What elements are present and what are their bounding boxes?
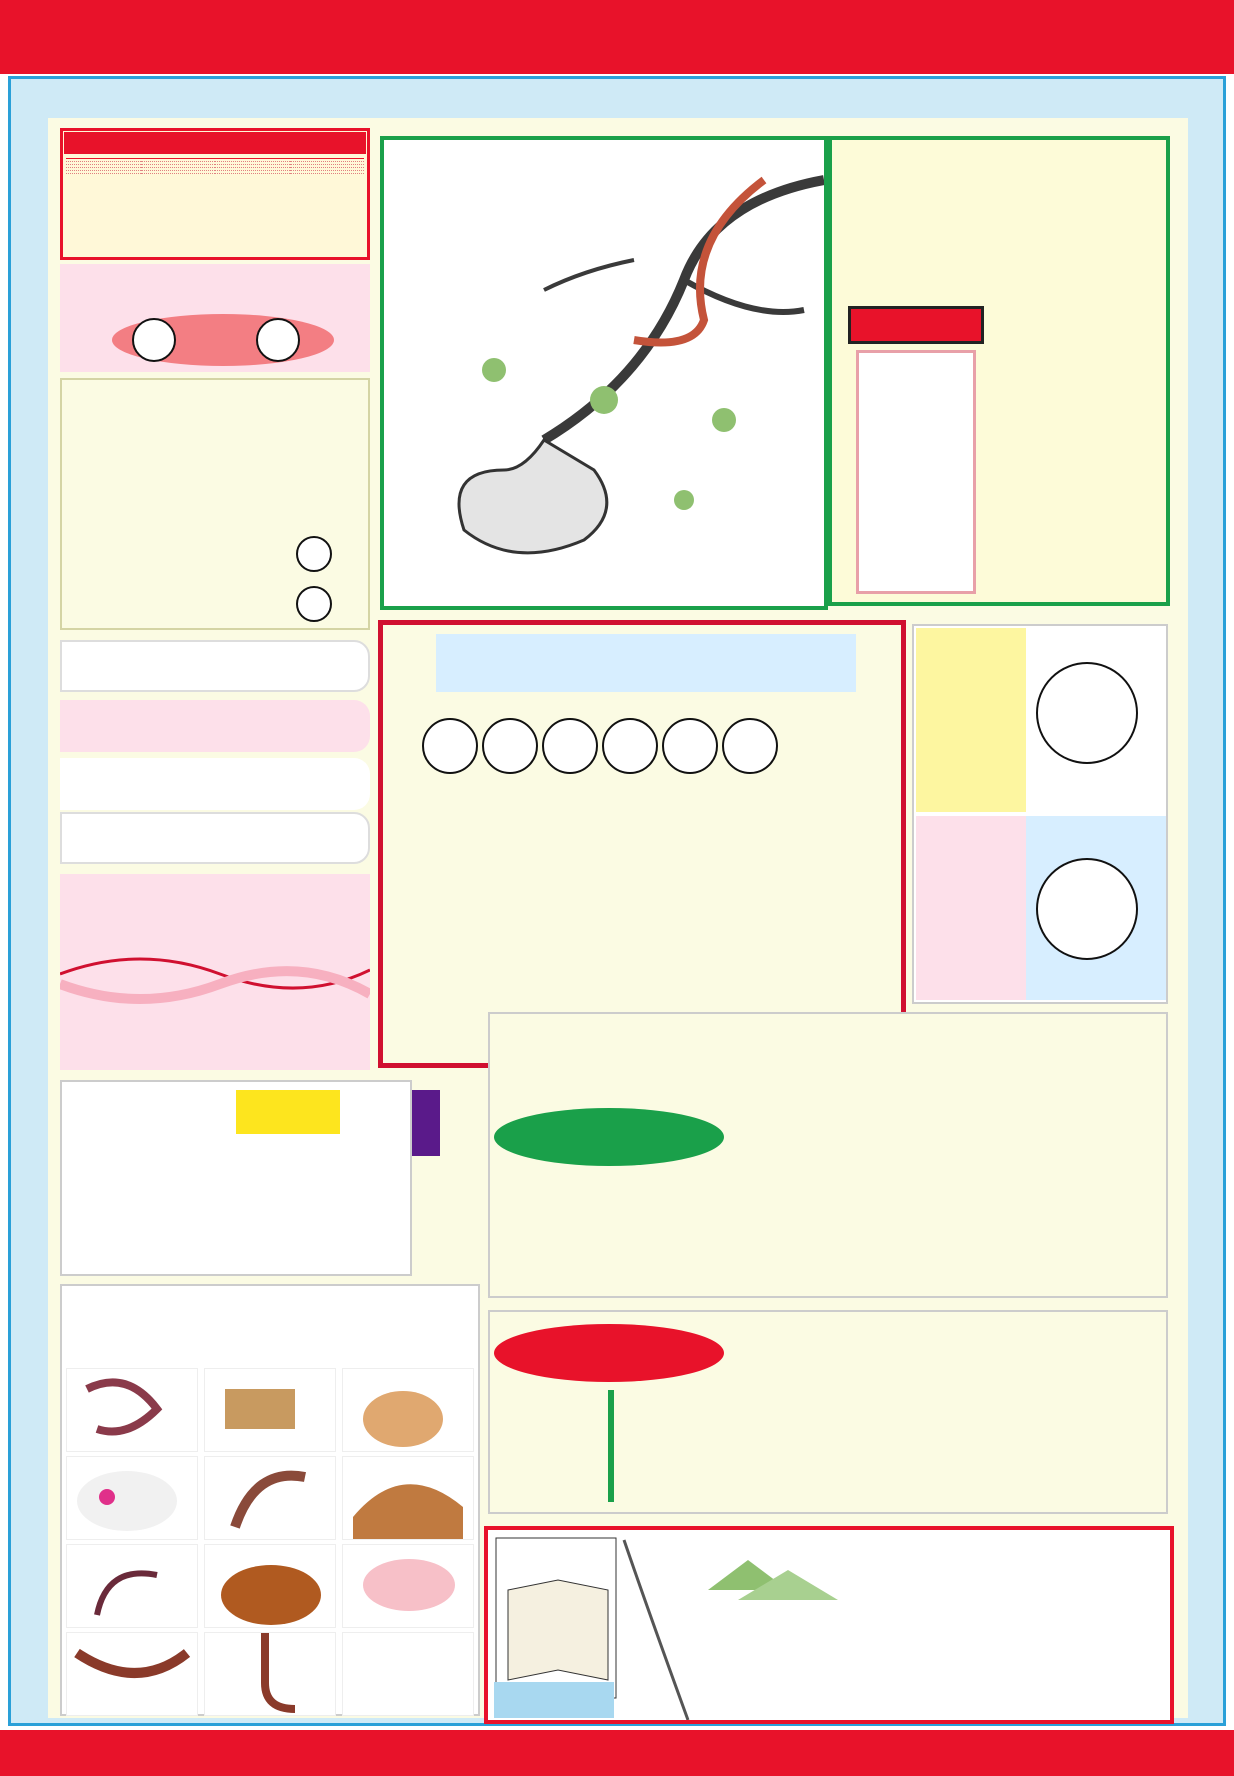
hot-cell [141, 171, 216, 174]
analysis-number [482, 718, 538, 774]
scroll-text [862, 360, 972, 584]
puzzle-piece [66, 1632, 198, 1716]
header-bar [0, 0, 1234, 74]
right-band [1192, 120, 1220, 1710]
poem-tag [236, 1090, 340, 1134]
puzzle-piece [342, 1544, 474, 1628]
computer-analysis-title [436, 634, 856, 692]
yearly-count-column [916, 816, 1026, 1000]
scroll-tag [848, 306, 984, 344]
special-parity-pill [494, 1324, 724, 1382]
total-score-pill [494, 1108, 724, 1166]
gate-table-title [64, 132, 366, 154]
analysis-number [662, 718, 718, 774]
analysis-number [722, 718, 778, 774]
puzzle-piece [204, 1456, 336, 1540]
puzzle-piece [204, 1544, 336, 1628]
hot-number-1 [132, 318, 176, 362]
tips-label [412, 1090, 440, 1156]
lucky-zodiac-row [60, 700, 370, 752]
analysis-number [542, 718, 598, 774]
wave-decoration [60, 874, 370, 1070]
puzzle-piece [342, 1456, 474, 1540]
footer-bar [0, 1730, 1234, 1776]
provided-number-2 [296, 586, 332, 622]
lucky-color-row [60, 758, 370, 810]
explainer-tag [494, 1682, 614, 1718]
analysis-number [422, 718, 478, 774]
yearly-count-column [916, 628, 1026, 812]
hot-number-2 [256, 318, 300, 362]
contribution-box [60, 874, 370, 1070]
snake-branch-illustration [384, 140, 824, 606]
yearly-number [1036, 662, 1138, 764]
riddle-picture [380, 136, 828, 610]
puzzle-piece [342, 1368, 474, 1452]
lucky-range-row [60, 812, 370, 864]
puzzle-piece [66, 1456, 198, 1540]
puzzle-piece [204, 1368, 336, 1452]
offer-cell [290, 171, 365, 174]
puzzle-piece [204, 1632, 336, 1716]
left-band [14, 120, 42, 1710]
top-band [40, 84, 1200, 110]
divider [608, 1390, 614, 1502]
table-row [66, 171, 364, 174]
yearly-number [1036, 858, 1138, 960]
provided-number-1 [296, 536, 332, 572]
puzzle-piece [66, 1368, 198, 1452]
analysis-number [602, 718, 658, 774]
puzzle-piece [342, 1632, 474, 1716]
weak-cell [215, 171, 290, 174]
lucky-code-row [60, 640, 370, 692]
gate-table [66, 156, 364, 174]
puzzle-piece [66, 1544, 198, 1628]
